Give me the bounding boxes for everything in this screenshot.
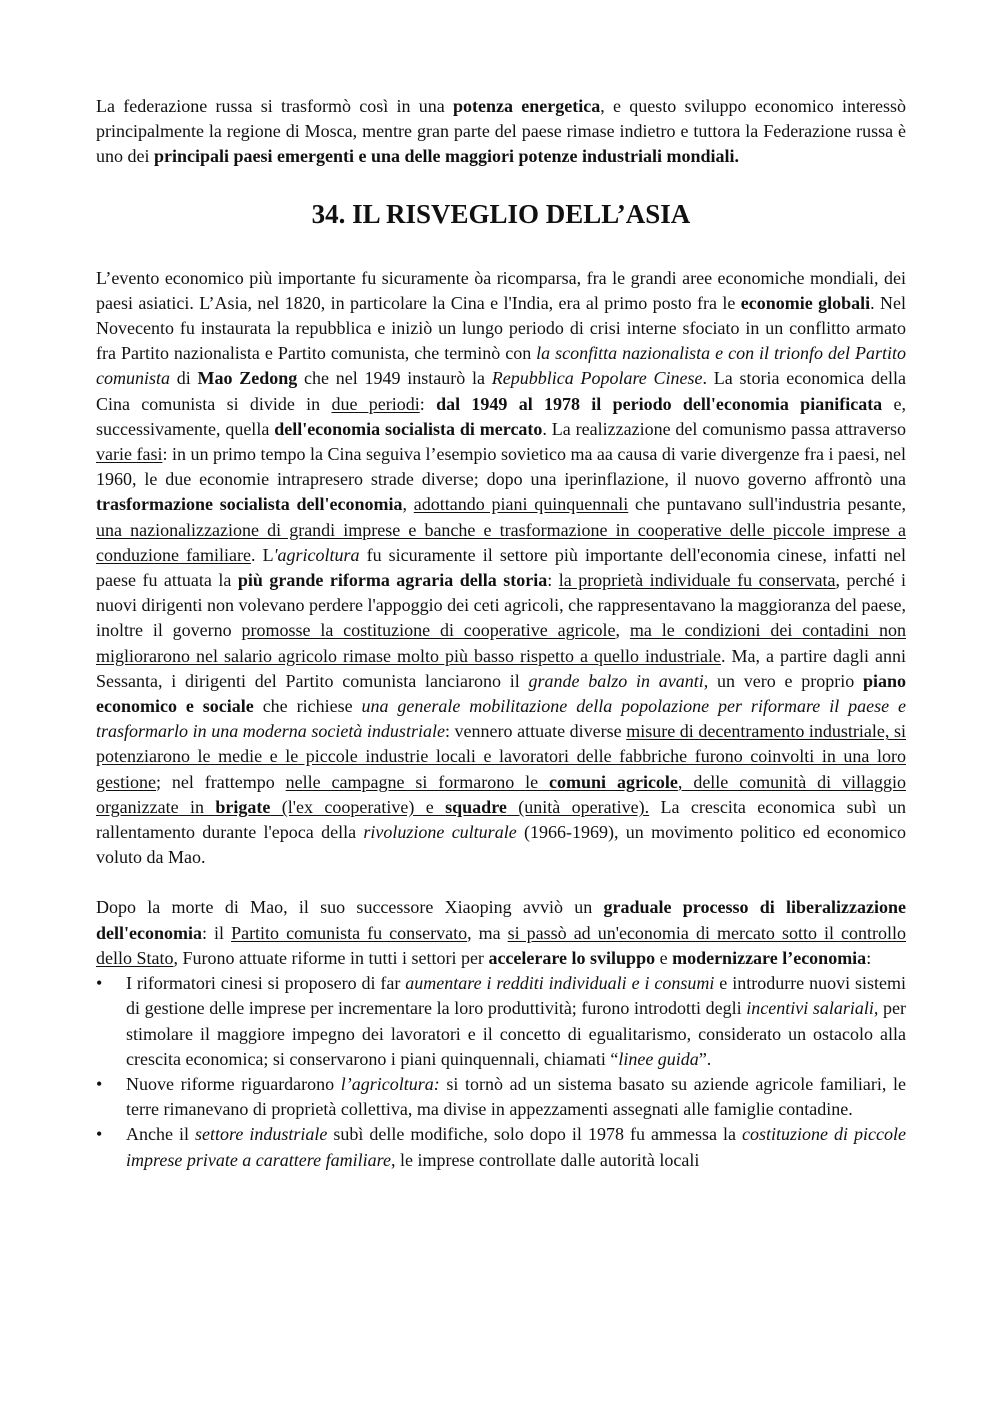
paragraph-asia-china: L’evento economico più importante fu sicuramente òa ricomparsa, fra le grandi aree economiche mondiali, dei paesi asiatici. L’Asia, nel 1820, in particolare la Cina e l'India, era al primo posto fra le economie globali. Nel Novecento fu instaurata la repubblica e iniziò un lungo periodo di crisi interne sfociato in un conflitto armato fra Partito nazionalista e Partito comunista, che terminò con la sconfitta nazionalista e con il trionfo del Partito comunista di Mao Zedong che nel 1949 instaurò la Repubblica Popolare Cinese. La storia economica della Cina comunista si divide in due periodi: dal 1949 al 1978 il periodo dell'economia pianificata e, successivamente, quella dell'economia socialista di mercato. La realizzazione del comunismo passa attraverso varie fasi: in un primo tempo la Cina seguiva l’esempio sovietico ma aa causa di varie divergenze fra i paesi, nel 1960, le due economie intrapresero strade diverse; dopo una iperinflazione, il nuovo governo affrontò una trasformazione socialista dell'economia, adottando piani quinquennali che puntavano sull'industria pesante, una nazionalizzazione di grandi imprese e banche e trasformazione in cooperative delle piccole imprese a conduzione familiare. L'agricoltura fu sicuramente il settore più importante dell'economia cinese, infatti nel paese fu attuata la più grande riforma agraria della storia: la proprietà individuale fu conservata, perché i nuovi dirigenti non volevano perdere l'appoggio dei ceti agricoli, che rappresentavano la maggioranza del paese, inoltre il governo promosse la costituzione di cooperative agricole, ma le condizioni dei contadini non migliorarono nel salario agricolo rimase molto più basso rispetto a quello industriale. Ma, a partire dagli anni Sessanta, i dirigenti del Partito comunista lanciarono il grande balzo in avanti, un vero e proprio piano economico e sociale che richiese una generale mobilitazione della popolazione per riformare il paese e trasformarlo in una moderna società industriale: vennero attuate diverse misure di decentramento industriale, si potenziarono le medie e le piccole industrie locali e lavoratori delle fabbriche furono coinvolti in una loro gestione; nel frattempo nelle campagne si formarono le comuni agricole, delle comunità di villaggio organizzate in brigate (l'ex cooperative) e squadre (unità operative). La crescita economica subì un rallentamento durante l'epoca della rivoluzione culturale (1966-1969), un movimento politico ed economico voluto da Mao. bbox=[96, 267, 907, 868]
para1-run: brigate bbox=[215, 796, 271, 817]
para1-run: promosse la costituzione di cooperative agricole bbox=[241, 620, 616, 641]
bullet-run: l’agricoltura: bbox=[340, 1073, 440, 1094]
bullet-icon: • bbox=[96, 973, 103, 994]
para1-run: dell'economia socialista di mercato bbox=[274, 418, 543, 439]
para1-run: economie globali bbox=[740, 292, 871, 313]
para1-run: due periodi bbox=[331, 393, 420, 414]
para1-run: ma le condizioni dei contadini non migliorarono nel salario agricolo rimase molto più basso rispetto a quello industriale bbox=[96, 620, 906, 666]
bullet-run: settore industriale bbox=[195, 1124, 328, 1145]
intro-run: principali paesi emergenti e una delle maggiori potenze industriali mondiali. bbox=[154, 146, 739, 167]
bullet-item: • Nuove riforme riguardarono l’agricoltura: si tornò ad un sistema basato su aziende agricole familiari, le terre rimanevano di proprietà collettiva, ma divise in appezzamenti assegnati alle famiglie contadine. bbox=[96, 1073, 906, 1120]
para1-run: grande balzo in avanti bbox=[528, 670, 704, 691]
bullet-icon: • bbox=[96, 1124, 103, 1145]
reform-bullet-list bbox=[96, 971, 906, 1173]
para1-run: una generale mobilitazione della popolazione per riformare il paese e trasformarlo in una moderna società industriale bbox=[96, 696, 906, 742]
section-title: 34. IL RISVEGLIO DELL’ASIA bbox=[311, 198, 691, 229]
para1-run: la sconfitta nazionalista e con il trionfo del Partito comunista bbox=[96, 343, 906, 389]
para1-run: 'agricoltura bbox=[273, 544, 360, 565]
para1-run: misure di decentramento industriale, si potenziarono le medie e le piccole industrie locali e lavoratori delle fabbriche furono coinvolti in una loro gestione bbox=[96, 721, 906, 792]
bullet-item: • Anche il settore industriale subì delle modifiche, solo dopo il 1978 fu ammessa la costituzione di piccole imprese private a carattere familiare, le imprese controllate dalle autorità locali bbox=[96, 1124, 906, 1170]
paragraph-spacer bbox=[96, 870, 906, 895]
para1-run: (l'ex cooperative) e bbox=[270, 796, 446, 817]
para1-run: rivoluzione culturale bbox=[363, 822, 517, 843]
para2-run: si passò ad un'economia di mercato sotto il controllo dello Stato bbox=[96, 922, 906, 968]
bullet-icon: • bbox=[96, 1073, 103, 1094]
para1-run: piano economico e sociale bbox=[96, 670, 907, 717]
paragraph-post-mao: Dopo la morte di Mao, il suo successore Xiaoping avviò un graduale processo di liberalizzazione dell'economia: il Partito comunista fu conservato, ma si passò ad un'economia di mercato sotto il controllo dello Stato, Furono attuate riforme in tutti i settori per accelerare lo sviluppo e modernizzare l’economia: bbox=[96, 897, 906, 968]
para2-run: graduale processo di liberalizzazione dell'economia bbox=[96, 897, 906, 943]
para1-run: comuni agricole bbox=[549, 771, 678, 792]
para1-run: più grande riforma agraria della storia bbox=[237, 570, 548, 591]
para1-run: squadre bbox=[445, 796, 507, 817]
para1-run: nelle campagne si formarono le bbox=[285, 771, 550, 792]
document-page bbox=[96, 94, 906, 1173]
para2-run: Partito comunista fu conservato bbox=[231, 922, 468, 943]
para2-run: accelerare lo sviluppo bbox=[488, 947, 656, 968]
para1-run: adottando piani quinquennali bbox=[413, 494, 629, 515]
intro-paragraph: La federazione russa si trasformò così in una potenza energetica, e questo sviluppo economico interessò principalmente la regione di Mosca, mentre gran parte del paese rimase indietro e tuttora la Federazione russa è uno dei principali paesi emergenti e una delle maggiori potenze industriali mondiali. bbox=[96, 96, 906, 167]
bullet-item: • I riformatori cinesi si proposero di far aumentare i redditi individuali e i consumi e introdurre nuovi sistemi di gestione delle imprese per incrementare la loro produttività; furono introdotti degli incentivi salariali, per stimolare il maggiore impegno dei lavoratori e il concetto di egualitarismo, considerato un ostacolo alla crescita economica; si conservarono i piani quinquennali, chiamati “linee guida”. bbox=[96, 973, 907, 1069]
para1-run: Repubblica Popolare Cinese bbox=[491, 368, 703, 389]
para1-run: trasformazione socialista dell'economia bbox=[96, 494, 403, 515]
para1-run: , delle comunità di villaggio organizzate in bbox=[96, 771, 906, 817]
bullet-run: costituzione di piccole imprese private a carattere familiare bbox=[126, 1124, 906, 1170]
intro-run: potenza energetica bbox=[453, 96, 601, 116]
para1-run: una nazionalizzazione di grandi imprese e banche e trasformazione in cooperative delle piccole imprese a conduzione familiare bbox=[96, 519, 906, 565]
para1-run: (unità operative). bbox=[506, 796, 650, 817]
bullet-run: aumentare i redditi individuali e i consumi bbox=[405, 973, 715, 994]
para1-run: la proprietà individuale fu conservata bbox=[558, 570, 836, 591]
para1-run: Mao Zedong bbox=[197, 368, 298, 389]
bullet-run: incentivi salariali, bbox=[746, 998, 879, 1019]
para1-run: varie fasi bbox=[96, 444, 163, 465]
para2-run: modernizzare l’economia bbox=[672, 947, 867, 968]
bullet-run: linee guida bbox=[618, 1048, 699, 1069]
para1-run: dal 1949 al 1978 il periodo dell'economia pianificata bbox=[436, 393, 883, 414]
